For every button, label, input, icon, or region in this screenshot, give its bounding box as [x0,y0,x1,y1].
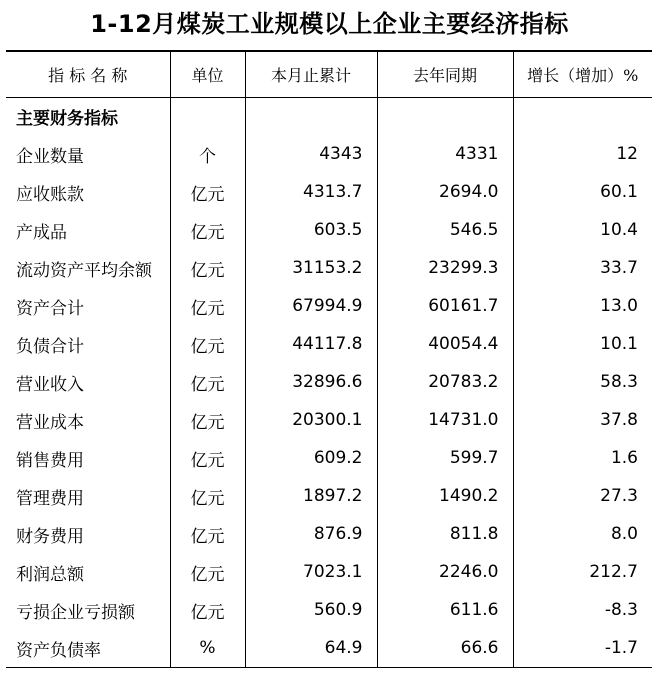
table-row [6,515,652,553]
table-title: 1-12月煤炭工业规模以上企业主要经济指标 [90,10,569,38]
section-empty-cell [377,98,513,136]
last-year-value-cell: 60161.7 [377,287,513,325]
table-row [6,211,652,249]
indicator-name-cell: 资产合计 [16,298,84,319]
indicator-name-cell: 销售费用 [16,450,84,471]
growth-value-cell: 13.0 [513,287,652,325]
last-year-value-cell: 23299.3 [377,249,513,287]
last-year-value-cell: 811.8 [377,515,513,553]
cumulative-value-cell: 44117.8 [245,325,377,363]
table-row [6,363,652,401]
indicator-name-cell: 亏损企业亏损额 [16,602,135,623]
indicators-table [6,50,652,668]
cumulative-value-cell: 7023.1 [245,553,377,591]
unit-cell: 亿元 [170,591,245,629]
indicator-name-cell: 营业成本 [16,412,84,433]
unit-cell: 亿元 [170,477,245,515]
header-growth: 增长（增加）% [513,51,652,98]
cumulative-value-cell: 20300.1 [245,401,377,439]
indicator-name-cell: 营业收入 [16,374,84,395]
table-row [6,249,652,287]
table-row [6,173,652,211]
growth-value-cell: 27.3 [513,477,652,515]
last-year-value-cell: 611.6 [377,591,513,629]
table-row [6,401,652,439]
indicator-name-cell: 流动资产平均余额 [16,260,152,281]
last-year-value-cell: 2246.0 [377,553,513,591]
cumulative-value-cell: 1897.2 [245,477,377,515]
cumulative-value-cell: 67994.9 [245,287,377,325]
header-cumulative: 本月止累计 [245,51,377,98]
growth-value-cell: 10.4 [513,211,652,249]
cumulative-value-cell: 560.9 [245,591,377,629]
unit-cell: 亿元 [170,287,245,325]
cumulative-value-cell: 4313.7 [245,173,377,211]
indicator-name-cell: 财务费用 [16,526,84,547]
header-row [6,51,652,98]
cumulative-value-cell: 31153.2 [245,249,377,287]
cumulative-value-cell: 4343 [245,135,377,173]
unit-cell: 亿元 [170,211,245,249]
growth-value-cell: 37.8 [513,401,652,439]
header-indicator-name: 指 标 名 称 [6,51,170,98]
table-row [6,439,652,477]
indicator-name-cell: 负债合计 [16,336,84,357]
indicator-name-cell: 应收账款 [16,184,84,205]
last-year-value-cell: 40054.4 [377,325,513,363]
growth-value-cell: -8.3 [513,591,652,629]
indicator-name-cell: 利润总额 [16,564,84,585]
last-year-value-cell: 14731.0 [377,401,513,439]
cumulative-value-cell: 32896.6 [245,363,377,401]
unit-cell: % [170,629,245,668]
indicator-name-cell: 资产负债率 [6,629,170,668]
last-year-value-cell: 546.5 [377,211,513,249]
table-row [6,591,652,629]
unit-cell: 亿元 [170,439,245,477]
growth-value-cell: 12 [513,135,652,173]
table-row [6,287,652,325]
cumulative-value-cell: 603.5 [245,211,377,249]
cumulative-value-cell: 876.9 [245,515,377,553]
table-row [6,553,652,591]
growth-value-cell: 10.1 [513,325,652,363]
table-row [6,135,652,173]
indicator-name-cell: 产成品 [16,222,67,243]
header-unit: 单位 [170,51,245,98]
unit-cell: 亿元 [170,401,245,439]
growth-value-cell: 212.7 [513,553,652,591]
table-row [6,325,652,363]
section-label: 主要财务指标 [16,109,118,129]
unit-cell: 亿元 [170,249,245,287]
table-row [6,629,652,668]
unit-cell: 个 [170,135,245,173]
unit-cell: 亿元 [170,515,245,553]
section-empty-cell [170,98,245,136]
indicator-name-cell: 企业数量 [16,146,84,167]
cumulative-value-cell: 609.2 [245,439,377,477]
growth-value-cell: 8.0 [513,515,652,553]
growth-value-cell: 58.3 [513,363,652,401]
last-year-value-cell: 20783.2 [377,363,513,401]
cumulative-value-cell: 64.9 [245,629,377,668]
unit-cell: 亿元 [170,173,245,211]
header-last-year: 去年同期 [377,51,513,98]
unit-cell: 亿元 [170,325,245,363]
last-year-value-cell: 66.6 [377,629,513,668]
last-year-value-cell: 599.7 [377,439,513,477]
section-empty-cell [513,98,652,136]
section-empty-cell [245,98,377,136]
growth-value-cell: -1.7 [513,629,652,668]
table-row [6,477,652,515]
growth-value-cell: 33.7 [513,249,652,287]
last-year-value-cell: 2694.0 [377,173,513,211]
indicator-name-cell: 管理费用 [16,488,84,509]
last-year-value-cell: 1490.2 [377,477,513,515]
section-row [6,98,652,136]
last-year-value-cell: 4331 [377,135,513,173]
growth-value-cell: 1.6 [513,439,652,477]
unit-cell: 亿元 [170,553,245,591]
growth-value-cell: 60.1 [513,173,652,211]
unit-cell: 亿元 [170,363,245,401]
